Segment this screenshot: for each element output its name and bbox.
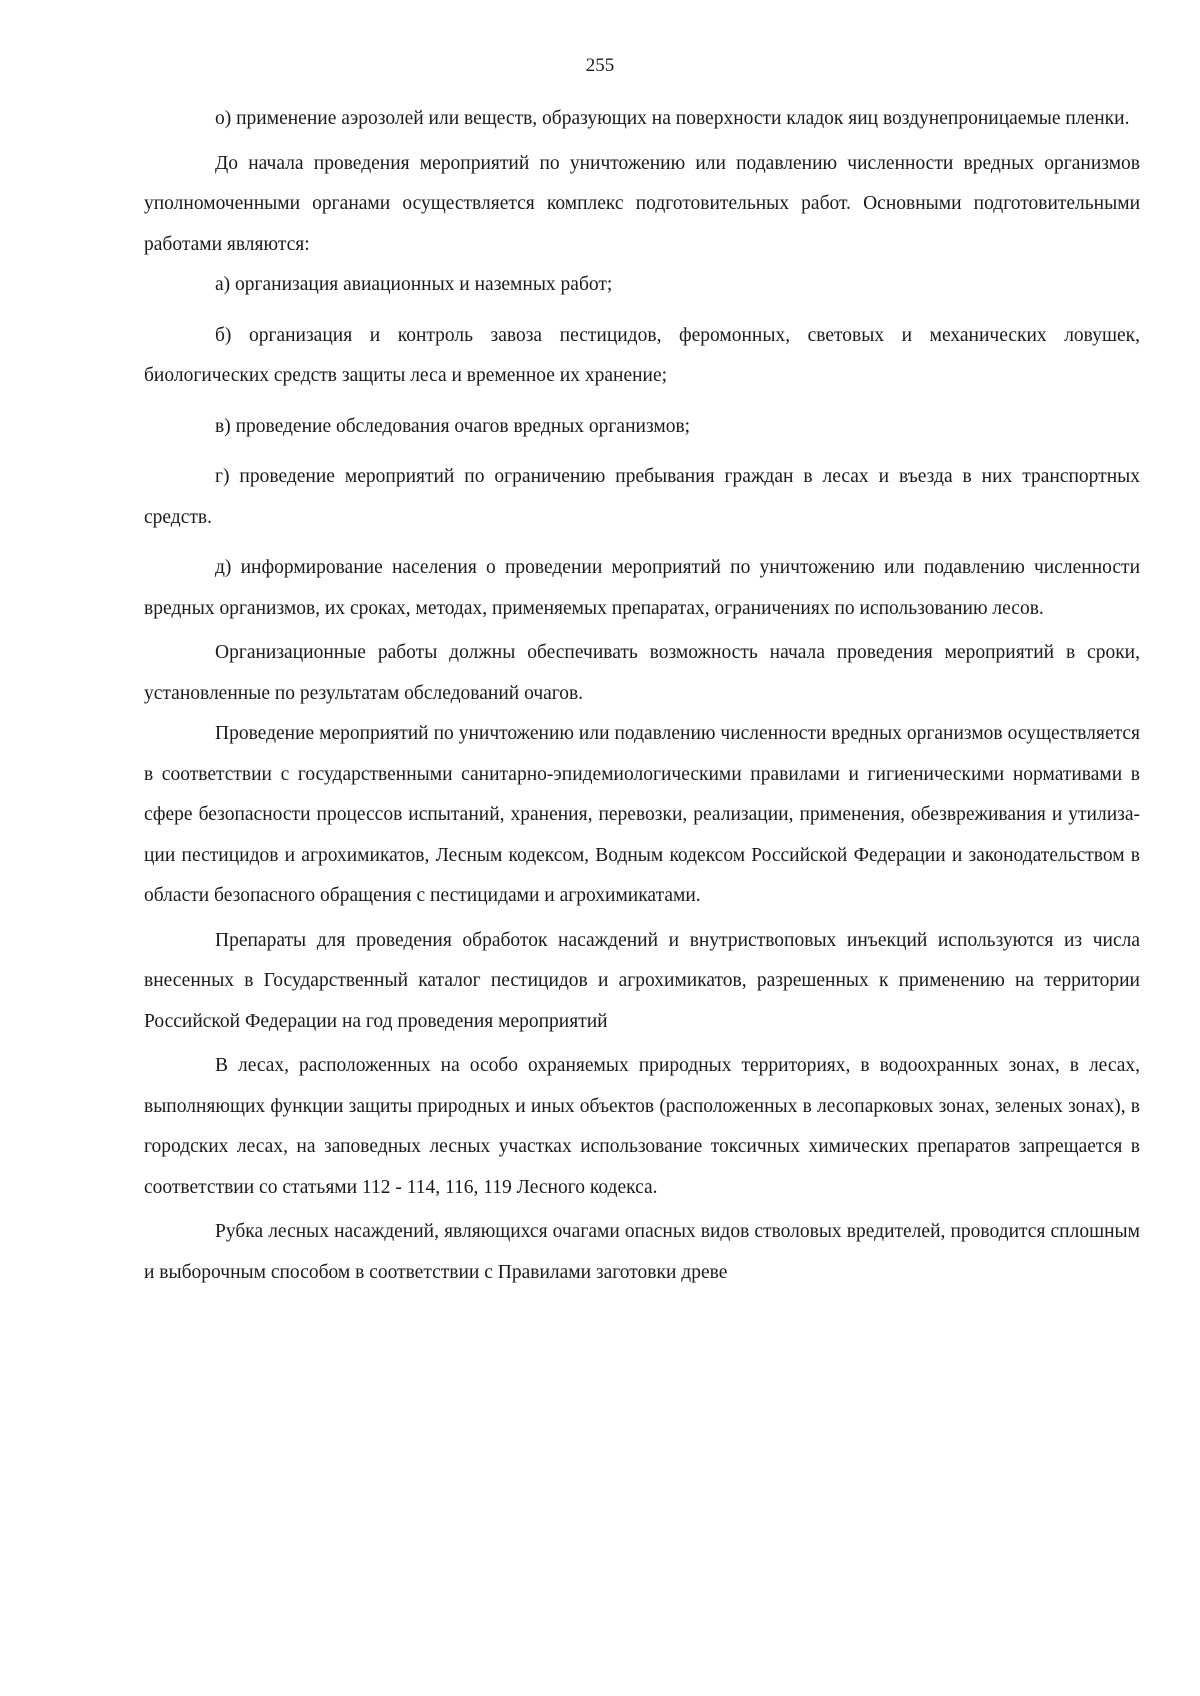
paragraph-item-d: д) информирование населения о проведении мероприятий по уничтожению или подавлению численности вредных организмов, их сроках, методах, применяемых препаратах, ограничениях по использованию лесов. [144, 557, 1140, 619]
page-number: 255 [585, 55, 615, 76]
document-body [144, 99, 1140, 1293]
paragraph-regulations: Проведение мероприятий по уничтожению или подавлению численности вредных организмов осуществляется в соответствии с государственными санитарно-эпидемиологическими правилами и гигиеническими нормативами в сфере безопасности процессов испытаний, хранения, перевозки, реализации, применения, обезвреживания и утилизации пестицидов и агрохимикатов, Лесным кодексом, Водным кодексом Российской Федерации и законодательством в области безопасного обращения с пестицидами и агрохимикатами. [144, 723, 1140, 906]
paragraph-item-v: в) проведение обследования очагов вредных организмов; [215, 415, 691, 437]
paragraph-felling: Рубка лесных насаждений, являющихся очагами опасных видов стволовых вредителей, проводится сплошным и выборочным способом в соответствии с Правилами заготовки древе [144, 1221, 1140, 1283]
paragraph-organizational-works: Организационные работы должны обеспечивать возможность начала проведения мероприятий в сроки, установленные по результатам обследований очагов. [144, 642, 1140, 704]
paragraph-item-b: б) организация и контроль завоза пестицидов, феромонных, световых и механических ловушек, биологических средств защиты леса и временное их хранение; [144, 324, 1140, 386]
paragraph-preparatory-works: До начала проведения мероприятий по уничтожению или подавлению численности вредных организмов уполномоченными органами осуществляется комплекс подготовительных работ. Основными подготовительными работами являются: [144, 152, 1140, 255]
paragraph-item-o: о) применение аэрозолей или веществ, образующих на поверхности кладок яиц воздунепроницаемые пленки. [215, 108, 1130, 129]
paragraph-item-a: а) организация авиационных и наземных работ; [215, 274, 613, 295]
paragraph-item-g: г) проведение мероприятий по ограничению пребывания граждан в лесах и въезда в них транспортных средств. [144, 466, 1140, 528]
paragraph-protected-territories: В лесах, расположенных на особо охраняемых природных территориях, в водоохранных зонах, в лесах, выполняющих функции защиты природных и иных объектов (расположенных в лесопарковых зонах, зеленых зонах), в городских лесах, на заповедных лесных участках использование токсичных химических препаратов запрещается в соответствии со статьями 112 - 114, 116, 119 Лесного кодекса. [144, 1055, 1140, 1198]
paragraph-preparations: Препараты для проведения обработок насаждений и внутриствоповых инъекций используются из числа внесенных в Государственный каталог пестицидов и агрохимикатов, разрешенных к применению на территории Российской Федерации на год проведения мероприятий [144, 929, 1140, 1032]
